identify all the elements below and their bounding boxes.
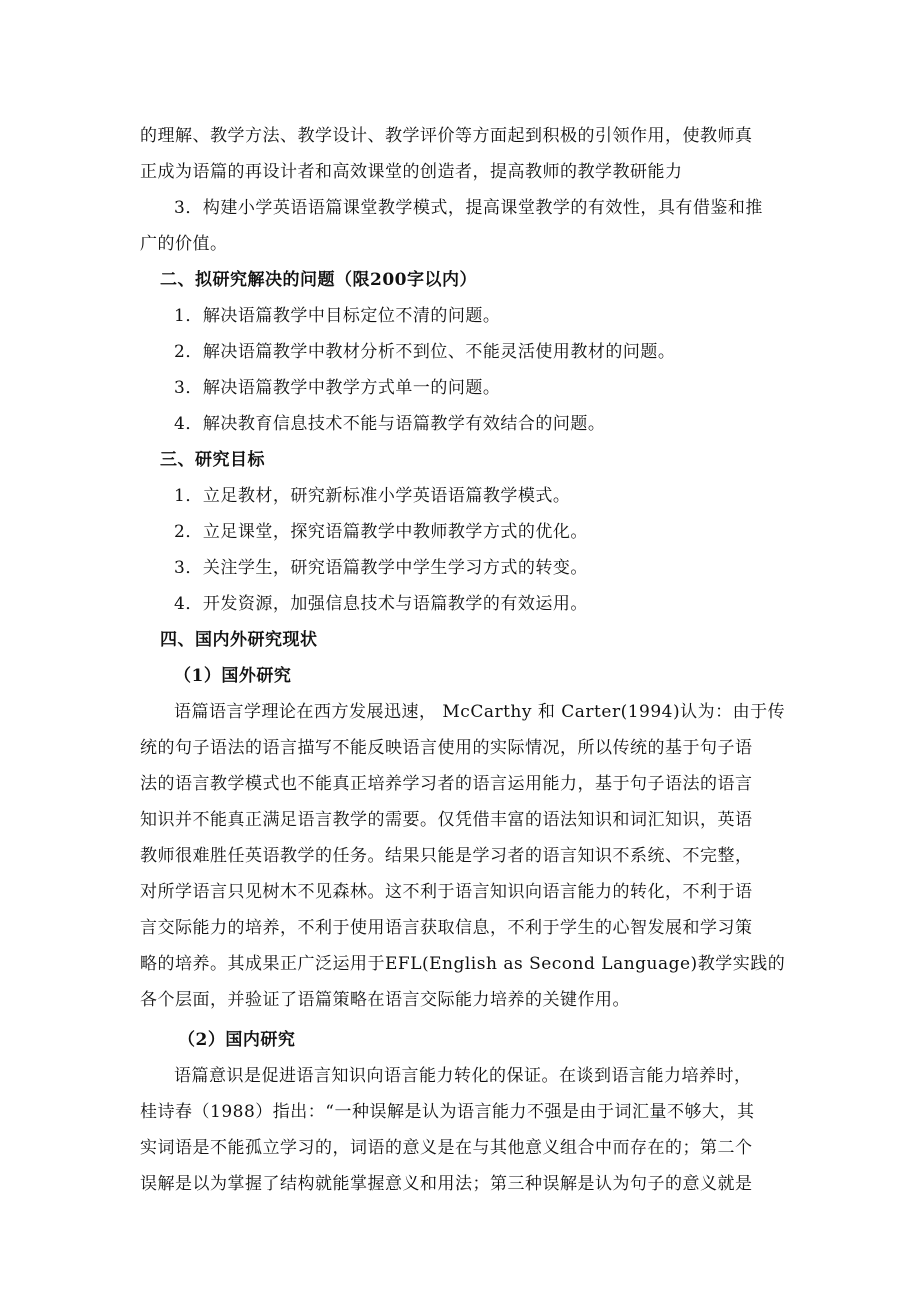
- sub1-paragraph-line-2: 统的句子语法的语言描写不能反映语言使用的实际情况，所以传统的基于句子语: [140, 738, 753, 758]
- section2-item-1: 1．解决语篇教学中目标定位不清的问题。: [174, 306, 501, 326]
- sub1-paragraph-line-4: 知识并不能真正满足语言教学的需要。仅凭借丰富的语法知识和词汇知识，英语: [140, 810, 753, 830]
- sub1-paragraph-line-8: 略的培养。其成果正广泛运用于EFL(English as Second Language)教学实践的: [140, 954, 786, 974]
- document-body: [140, 118, 785, 1202]
- section3-heading: 三、研究目标: [160, 450, 265, 470]
- sub2-paragraph-line-1: 语篇意识是促进语言知识向语言能力转化的保证。在谈到语言能力培养时，: [174, 1066, 752, 1086]
- section3-item-2: 2．立足课堂，探究语篇教学中教师教学方式的优化。: [174, 522, 588, 542]
- intro-line-1: 的理解、教学方法、教学设计、教学评价等方面起到积极的引领作用，使教师真: [140, 126, 753, 146]
- section3-item-4: 4．开发资源，加强信息技术与语篇教学的有效运用。: [174, 594, 588, 614]
- sub2-paragraph-line-2: 桂诗春（1988）指出：“一种误解是认为语言能力不强是由于词汇量不够大，其: [140, 1102, 755, 1122]
- section4-sub2-heading: （2）国内研究: [178, 1030, 296, 1050]
- section3-item-3: 3．关注学生，研究语篇教学中学生学习方式的转变。: [174, 558, 588, 578]
- sub1-paragraph-line-5: 教师很难胜任英语教学的任务。结果只能是学习者的语言知识不系统、不完整，: [140, 846, 753, 866]
- sub2-paragraph-line-3: 实词语是不能孤立学习的，词语的意义是在与其他意义组合中而存在的；第二个: [140, 1138, 753, 1158]
- intro-line-3: 3．构建小学英语语篇课堂教学模式，提高课堂教学的有效性，具有借鉴和推: [174, 198, 763, 218]
- intro-line-2: 正成为语篇的再设计者和高效课堂的创造者，提高教师的教学教研能力: [140, 162, 683, 182]
- section2-heading: 二、拟研究解决的问题（限200字以内）: [160, 270, 477, 290]
- section2-item-4: 4．解决教育信息技术不能与语篇教学有效结合的问题。: [174, 414, 606, 434]
- section4-heading: 四、国内外研究现状: [160, 630, 318, 650]
- sub1-paragraph-line-9: 各个层面，并验证了语篇策略在语言交际能力培养的关键作用。: [140, 990, 630, 1010]
- section2-item-2: 2．解决语篇教学中教材分析不到位、不能灵活使用教材的问题。: [174, 342, 676, 362]
- intro-line-4: 广的价值。: [140, 234, 228, 254]
- sub1-paragraph-line-7: 言交际能力的培养，不利于使用语言获取信息，不利于学生的心智发展和学习策: [140, 918, 753, 938]
- sub1-paragraph-line-6: 对所学语言只见树木不见森林。这不利于语言知识向语言能力的转化，不利于语: [140, 882, 753, 902]
- sub1-paragraph-line-3: 法的语言教学模式也不能真正培养学习者的语言运用能力，基于句子语法的语言: [140, 774, 753, 794]
- sub2-paragraph-line-4: 误解是以为掌握了结构就能掌握意义和用法；第三种误解是认为句子的意义就是: [140, 1174, 753, 1194]
- section2-item-3: 3．解决语篇教学中教学方式单一的问题。: [174, 378, 501, 398]
- section4-sub1-heading: （1）国外研究: [174, 666, 292, 686]
- section3-item-1: 1．立足教材，研究新标准小学英语语篇教学模式。: [174, 486, 571, 506]
- sub1-paragraph-line-1: 语篇语言学理论在西方发展迅速， McCarthy 和 Carter(1994)认为：由于传: [174, 702, 786, 722]
